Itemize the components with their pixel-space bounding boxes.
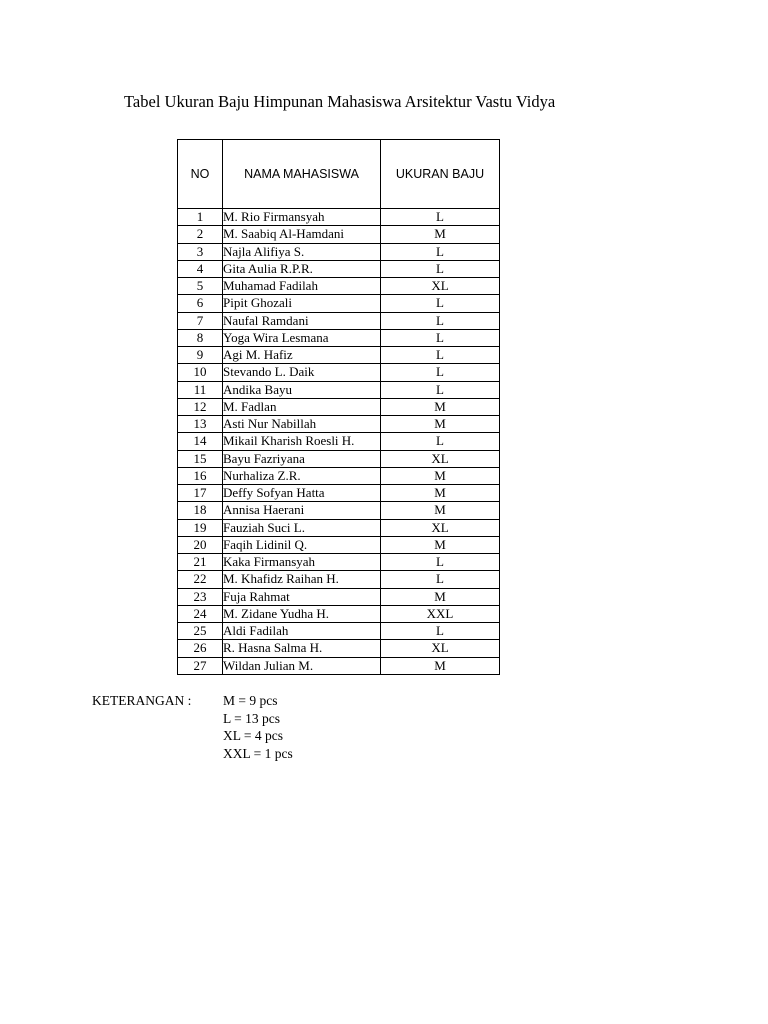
document-title: Tabel Ukuran Baju Himpunan Mahasiswa Arsitektur Vastu Vidya bbox=[124, 92, 556, 111]
row-number: 7 bbox=[178, 312, 223, 329]
row-number: 26 bbox=[178, 640, 223, 657]
table-row bbox=[178, 657, 500, 674]
size-summary-list bbox=[223, 692, 293, 762]
row-number: 27 bbox=[178, 657, 223, 674]
student-name: Naufal Ramdani bbox=[223, 312, 381, 329]
student-name: R. Hasna Salma H. bbox=[223, 640, 381, 657]
row-number: 22 bbox=[178, 571, 223, 588]
shirt-size: L bbox=[381, 623, 500, 640]
table-row bbox=[178, 450, 500, 467]
table-header bbox=[178, 140, 500, 209]
shirt-size: M bbox=[381, 485, 500, 502]
student-name: Deffy Sofyan Hatta bbox=[223, 485, 381, 502]
table-row bbox=[178, 295, 500, 312]
table-row bbox=[178, 554, 500, 571]
row-number: 18 bbox=[178, 502, 223, 519]
table-row bbox=[178, 519, 500, 536]
shirt-size: M bbox=[381, 502, 500, 519]
student-name: Gita Aulia R.P.R. bbox=[223, 260, 381, 277]
header-student-name: NAMA MAHASISWA bbox=[223, 140, 381, 209]
row-number: 3 bbox=[178, 243, 223, 260]
student-name: Faqih Lidinil Q. bbox=[223, 536, 381, 553]
row-number: 10 bbox=[178, 364, 223, 381]
student-name: M. Khafidz Raihan H. bbox=[223, 571, 381, 588]
row-number: 19 bbox=[178, 519, 223, 536]
table-row bbox=[178, 571, 500, 588]
student-name: Wildan Julian M. bbox=[223, 657, 381, 674]
table-row bbox=[178, 364, 500, 381]
shirt-size: XL bbox=[381, 450, 500, 467]
table-row bbox=[178, 243, 500, 260]
row-number: 14 bbox=[178, 433, 223, 450]
row-number: 13 bbox=[178, 416, 223, 433]
shirt-size: M bbox=[381, 657, 500, 674]
row-number: 2 bbox=[178, 226, 223, 243]
header-row bbox=[178, 140, 500, 209]
table-row bbox=[178, 312, 500, 329]
student-name: Muhamad Fadilah bbox=[223, 278, 381, 295]
table-row bbox=[178, 329, 500, 346]
row-number: 8 bbox=[178, 329, 223, 346]
row-number: 11 bbox=[178, 381, 223, 398]
row-number: 25 bbox=[178, 623, 223, 640]
shirt-size: L bbox=[381, 329, 500, 346]
table-row bbox=[178, 347, 500, 364]
student-name: Pipit Ghozali bbox=[223, 295, 381, 312]
student-name: Yoga Wira Lesmana bbox=[223, 329, 381, 346]
size-summary-item: M = 9 pcs bbox=[223, 693, 278, 708]
shirt-size: L bbox=[381, 209, 500, 226]
table-body bbox=[178, 209, 500, 675]
table-row bbox=[178, 502, 500, 519]
student-name: Asti Nur Nabillah bbox=[223, 416, 381, 433]
student-name: Fauziah Suci L. bbox=[223, 519, 381, 536]
table-row bbox=[178, 209, 500, 226]
student-name: Najla Alifiya S. bbox=[223, 243, 381, 260]
shirt-size: L bbox=[381, 295, 500, 312]
notes-label: KETERANGAN : bbox=[92, 693, 192, 708]
shirt-size: L bbox=[381, 554, 500, 571]
shirt-size: M bbox=[381, 588, 500, 605]
shirt-size: L bbox=[381, 347, 500, 364]
shirt-size: M bbox=[381, 536, 500, 553]
shirt-size: L bbox=[381, 571, 500, 588]
table-row bbox=[178, 226, 500, 243]
table-row bbox=[178, 398, 500, 415]
shirt-size: L bbox=[381, 364, 500, 381]
row-number: 17 bbox=[178, 485, 223, 502]
student-name: M. Zidane Yudha H. bbox=[223, 605, 381, 622]
shirt-size: XL bbox=[381, 519, 500, 536]
table-row bbox=[178, 640, 500, 657]
table-row bbox=[178, 416, 500, 433]
shirt-size: L bbox=[381, 260, 500, 277]
row-number: 20 bbox=[178, 536, 223, 553]
row-number: 15 bbox=[178, 450, 223, 467]
table-row bbox=[178, 381, 500, 398]
shirt-size: M bbox=[381, 398, 500, 415]
row-number: 1 bbox=[178, 209, 223, 226]
table-row bbox=[178, 433, 500, 450]
shirt-size: L bbox=[381, 433, 500, 450]
student-name: M. Fadlan bbox=[223, 398, 381, 415]
student-name: Kaka Firmansyah bbox=[223, 554, 381, 571]
shirt-size: L bbox=[381, 381, 500, 398]
student-name: Annisa Haerani bbox=[223, 502, 381, 519]
student-name: Bayu Fazriyana bbox=[223, 450, 381, 467]
shirt-size: L bbox=[381, 312, 500, 329]
student-name: Nurhaliza Z.R. bbox=[223, 467, 381, 484]
row-number: 23 bbox=[178, 588, 223, 605]
row-number: 21 bbox=[178, 554, 223, 571]
row-number: 9 bbox=[178, 347, 223, 364]
shirt-size: XL bbox=[381, 278, 500, 295]
size-summary-item: XL = 4 pcs bbox=[223, 728, 283, 743]
shirt-size: M bbox=[381, 226, 500, 243]
shirt-size: XL bbox=[381, 640, 500, 657]
table-row bbox=[178, 588, 500, 605]
row-number: 24 bbox=[178, 605, 223, 622]
table-row bbox=[178, 485, 500, 502]
table-row bbox=[178, 623, 500, 640]
size-summary-item: XXL = 1 pcs bbox=[223, 745, 293, 761]
student-name: Mikail Kharish Roesli H. bbox=[223, 433, 381, 450]
row-number: 5 bbox=[178, 278, 223, 295]
row-number: 6 bbox=[178, 295, 223, 312]
table-row bbox=[178, 605, 500, 622]
student-name: Stevando L. Daik bbox=[223, 364, 381, 381]
row-number: 12 bbox=[178, 398, 223, 415]
table-row bbox=[178, 260, 500, 277]
table-row bbox=[178, 536, 500, 553]
shirt-size: M bbox=[381, 467, 500, 484]
header-no: NO bbox=[178, 140, 223, 209]
student-name: M. Rio Firmansyah bbox=[223, 209, 381, 226]
shirt-size: M bbox=[381, 416, 500, 433]
student-name: M. Saabiq Al-Hamdani bbox=[223, 226, 381, 243]
header-shirt-size: UKURAN BAJU bbox=[381, 140, 500, 209]
student-name: Andika Bayu bbox=[223, 381, 381, 398]
size-summary-item: L = 13 pcs bbox=[223, 710, 280, 726]
student-name: Fuja Rahmat bbox=[223, 588, 381, 605]
shirt-size: L bbox=[381, 243, 500, 260]
table-row bbox=[178, 467, 500, 484]
shirt-size: XXL bbox=[381, 605, 500, 622]
student-name: Aldi Fadilah bbox=[223, 623, 381, 640]
table-row bbox=[178, 278, 500, 295]
row-number: 4 bbox=[178, 260, 223, 277]
student-name: Agi M. Hafiz bbox=[223, 347, 381, 364]
row-number: 16 bbox=[178, 467, 223, 484]
shirt-size-table bbox=[177, 139, 500, 675]
